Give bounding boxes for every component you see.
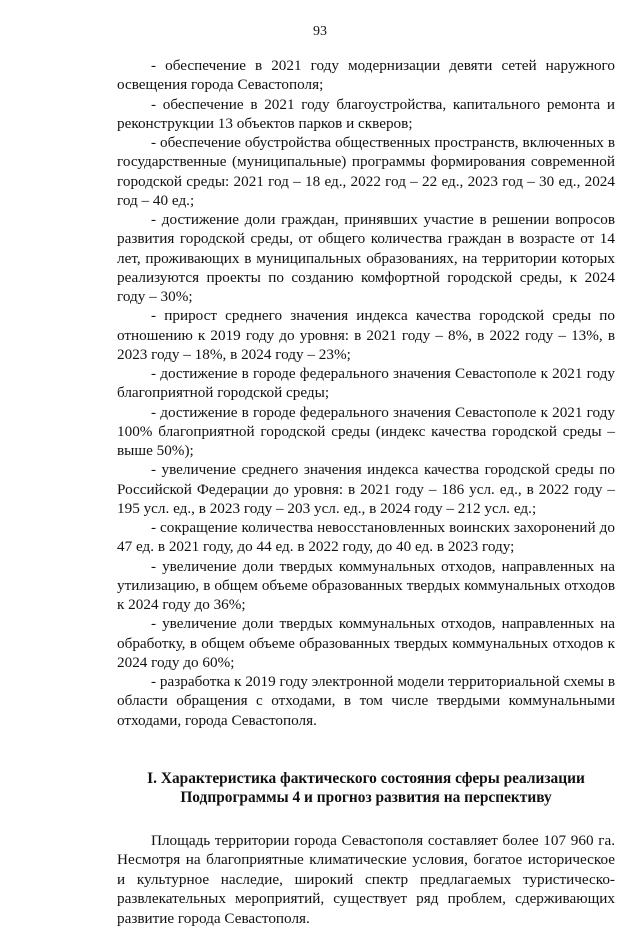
list-item-lighting-modernization: - обеспечение в 2021 году модернизации девяти сетей наружного освещения города Севастополя; <box>117 57 615 94</box>
list-item-favorable-environment: - достижение в городе федерального значения Севастополе к 2021 году благоприятной городской среды; <box>117 365 615 402</box>
list-item-favorable-environment-100: - достижение в городе федерального значения Севастополе к 2021 году 100% благоприятной городской среды (индекс качества городской среды – выше 50%); <box>117 403 615 459</box>
section-heading-line-2: Подпрограммы 4 и прогноз развития на перспективу <box>180 789 552 807</box>
list-item-waste-utilization: - увеличение доли твердых коммунальных отходов, направленных на утилизацию, в общем объеме образованных твердых коммунальных отходов к 2024 году до 36%; <box>117 557 615 613</box>
list-item-military-burials: - сокращение количества невосстановленных воинских захоронений до 47 ед. в 2021 году, до 44 ед. в 2022 году, до 40 ед. в 2023 году; <box>117 519 615 556</box>
section-heading <box>117 769 615 808</box>
page-number: 93 <box>313 24 327 39</box>
page-content <box>117 56 615 928</box>
list-item-waste-model: - разработка к 2019 году электронной модели территориальной схемы в области обращения с отходами, в том числе твердыми коммунальными отходами, города Севастополя. <box>117 673 615 729</box>
list-item-public-spaces: - обеспечение обустройства общественных пространств, включенных в государственные (муниципальные) программы формирования современной городской среды: 2021 год – 18 ед., 2022 год – 22 ед., 2023 год – 30 ед., 2024 год – 40 ед.; <box>117 134 615 209</box>
list-item-parks-renovation: - обеспечение в 2021 году благоустройства, капитального ремонта и реконструкции 13 объектов парков и скверов; <box>117 95 615 132</box>
list-item-quality-index-growth: - прирост среднего значения индекса качества городской среды по отношению к 2019 году до уровня: в 2021 году – 8%, в 2022 году – 13%, в 2023 году – 18%, в 2024 году – 23%; <box>117 307 615 363</box>
list-item-citizen-participation: - достижение доли граждан, принявших участие в решении вопросов развития городской среды, от общего количества граждан в возрасте от 14 лет, проживающих в муниципальных образованиях, на территории которых реализуются проекты по созданию комфортной городской среды, к 2024 году – 30%; <box>117 211 615 305</box>
list-item-russia-quality-index: - увеличение среднего значения индекса качества городской среды по Российской Федерации до уровня: в 2021 году – 186 усл. ед., в 2022 году – 195 усл. ед., в 2023 году – 203 усл. ед., в 2024 году – 212 усл. ед.; <box>117 461 615 517</box>
list-item-waste-processing: - увеличение доли твердых коммунальных отходов, направленных на обработку, в общем объеме образованных твердых коммунальных отходов к 2024 году до 60%; <box>117 615 615 671</box>
section-heading-line-1: I. Характеристика фактического состояния сферы реализации <box>147 769 585 787</box>
body-paragraph: Площадь территории города Севастополя составляет более 107 960 га. Несмотря на благоприятные климатические условия, богатое историческое и культурное наследие, широкий спектр предлагаемых туристическо-развлекательных мероприятий, существует ряд проблем, сдерживающих развитие города Севастополя. <box>117 831 615 927</box>
